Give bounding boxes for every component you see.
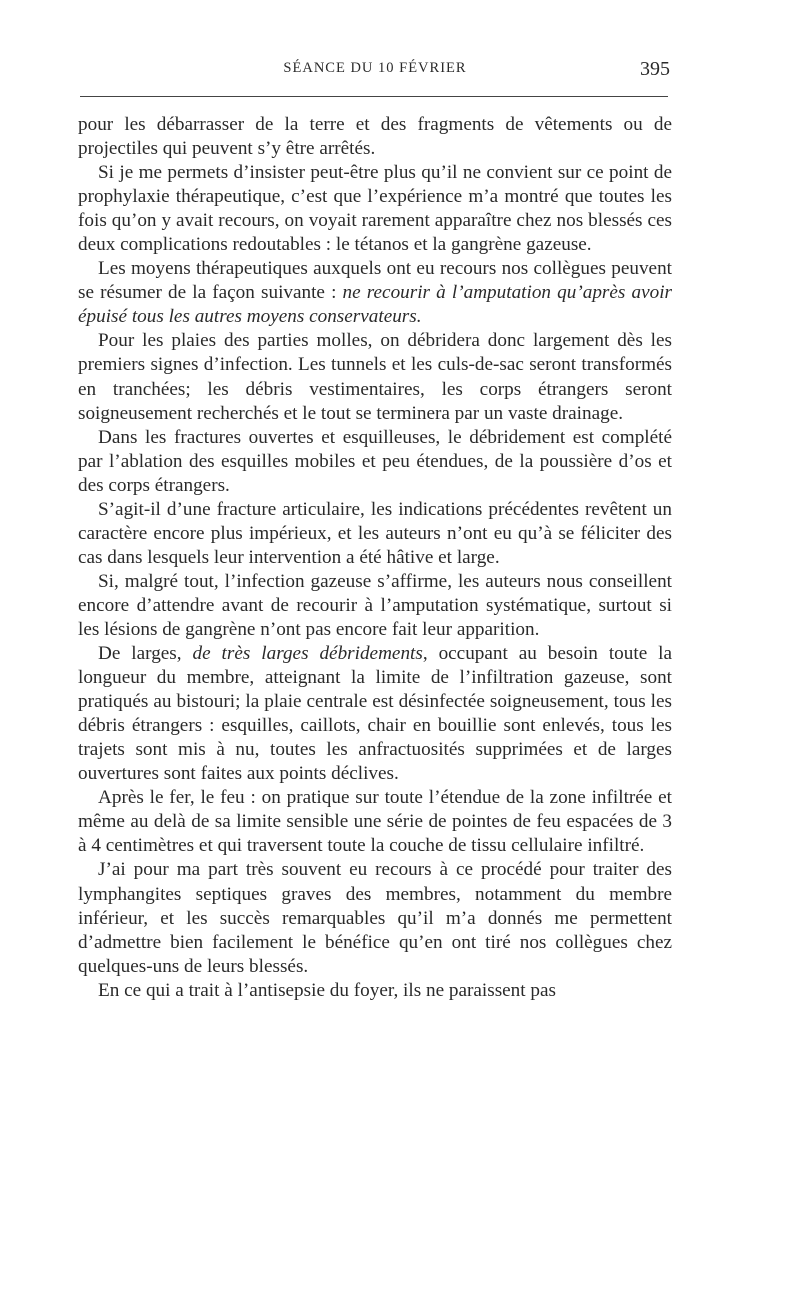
text-run: Après le fer, le feu : on pratique sur toute l’étendue de la zone infiltrée et même au delà de sa limite sensible une série de pointes de feu espacées de 3 à 4 centimètres et qui traversent toute la couche de tissu cellulaire infiltré. xyxy=(78,787,672,857)
text-run: , occupant au besoin toute la longueur du membre, atteignant la limite de l’infiltration gazeuse, sont pratiqués au bistouri; la plaie centrale est désinfectée soigneusement, tous les débris étrangers : esquilles, caillots, chair en bouillie sont enlevés, tous les trajets sont mis à nu, toutes les anfractuosités supprimées et de larges ouvertures sont faites aux points déclives. xyxy=(78,643,672,785)
paragraph xyxy=(78,498,672,570)
paragraph xyxy=(78,113,672,161)
text-run: Les moyens thérapeutiques auxquels ont eu recours nos collègues peuvent se résumer de la façon suivante : xyxy=(78,258,672,304)
text-run: Pour les plaies des parties molles, on débridera donc largement dès les premiers signes d’infection. Les tunnels et les culs-de-sac seront transformés en tranchées; les débris vestimentaires, les corps étrangers seront soigneusement recherchés et le tout se terminera par un vaste drainage. xyxy=(78,330,672,424)
page-header xyxy=(80,58,670,86)
paragraph xyxy=(78,329,672,425)
paragraph xyxy=(78,786,672,858)
body-text xyxy=(78,113,672,1003)
paragraph xyxy=(78,979,672,1003)
text-run: pour les débarrasser de la terre et des fragments de vêtements ou de projectiles qui peuvent s’y être arrêtés. xyxy=(78,114,672,160)
paragraph xyxy=(78,426,672,498)
italic-text-run: ne recourir à l’amputation qu’après avoir épuisé tous les autres moyens conservateurs. xyxy=(78,282,672,328)
page-number: 395 xyxy=(640,58,670,80)
paragraph xyxy=(78,642,672,786)
text-run: Dans les fractures ouvertes et esquilleuses, le débridement est complété par l’ablation des esquilles mobiles et peu étendues, de la poussière d’os et des corps étrangers. xyxy=(78,426,672,496)
paragraph xyxy=(78,570,672,642)
text-run: J’ai pour ma part très souvent eu recours à ce procédé pour traiter des lymphangites septiques graves des membres, notamment du membre inférieur, et les succès remarquables qu’il m’a donnés me permettent d’admettre bien facilement le bénéfice qu’en ont tiré nos collègues chez quelques-uns de leurs blessés. xyxy=(78,859,672,977)
italic-text-run: de très larges débridements xyxy=(192,643,423,665)
text-run: Si, malgré tout, l’infection gazeuse s’affirme, les auteurs nous conseillent encore d’attendre avant de recourir à l’amputation systématique, surtout si les lésions de gangrène n’ont pas encore fait leur apparition. xyxy=(78,570,672,640)
text-run: En ce qui a trait à l’antisepsie du foyer, ils ne paraissent pas xyxy=(98,979,556,1001)
paragraph xyxy=(78,858,672,978)
text-run: Si je me permets d’insister peut-être plus qu’il ne convient sur ce point de prophylaxie thérapeutique, c’est que l’expérience m’a montré que toutes les fois qu’on y avait recours, on voyait rarement apparaître chez nos blessés ces deux complications redoutables : le tétanos et la gangrène gazeuse. xyxy=(78,162,672,256)
paragraph xyxy=(78,257,672,329)
text-run: S’agit-il d’une fracture articulaire, les indications précédentes revêtent un caractère encore plus impérieux, et les auteurs n’ont eu qu’à se féliciter des cas dans lesquels leur intervention a été hâtive et large. xyxy=(78,498,672,568)
running-title: SÉANCE DU 10 FÉVRIER xyxy=(283,60,467,76)
paragraph xyxy=(78,161,672,257)
header-rule xyxy=(80,96,668,97)
text-run: De larges, xyxy=(98,643,193,665)
